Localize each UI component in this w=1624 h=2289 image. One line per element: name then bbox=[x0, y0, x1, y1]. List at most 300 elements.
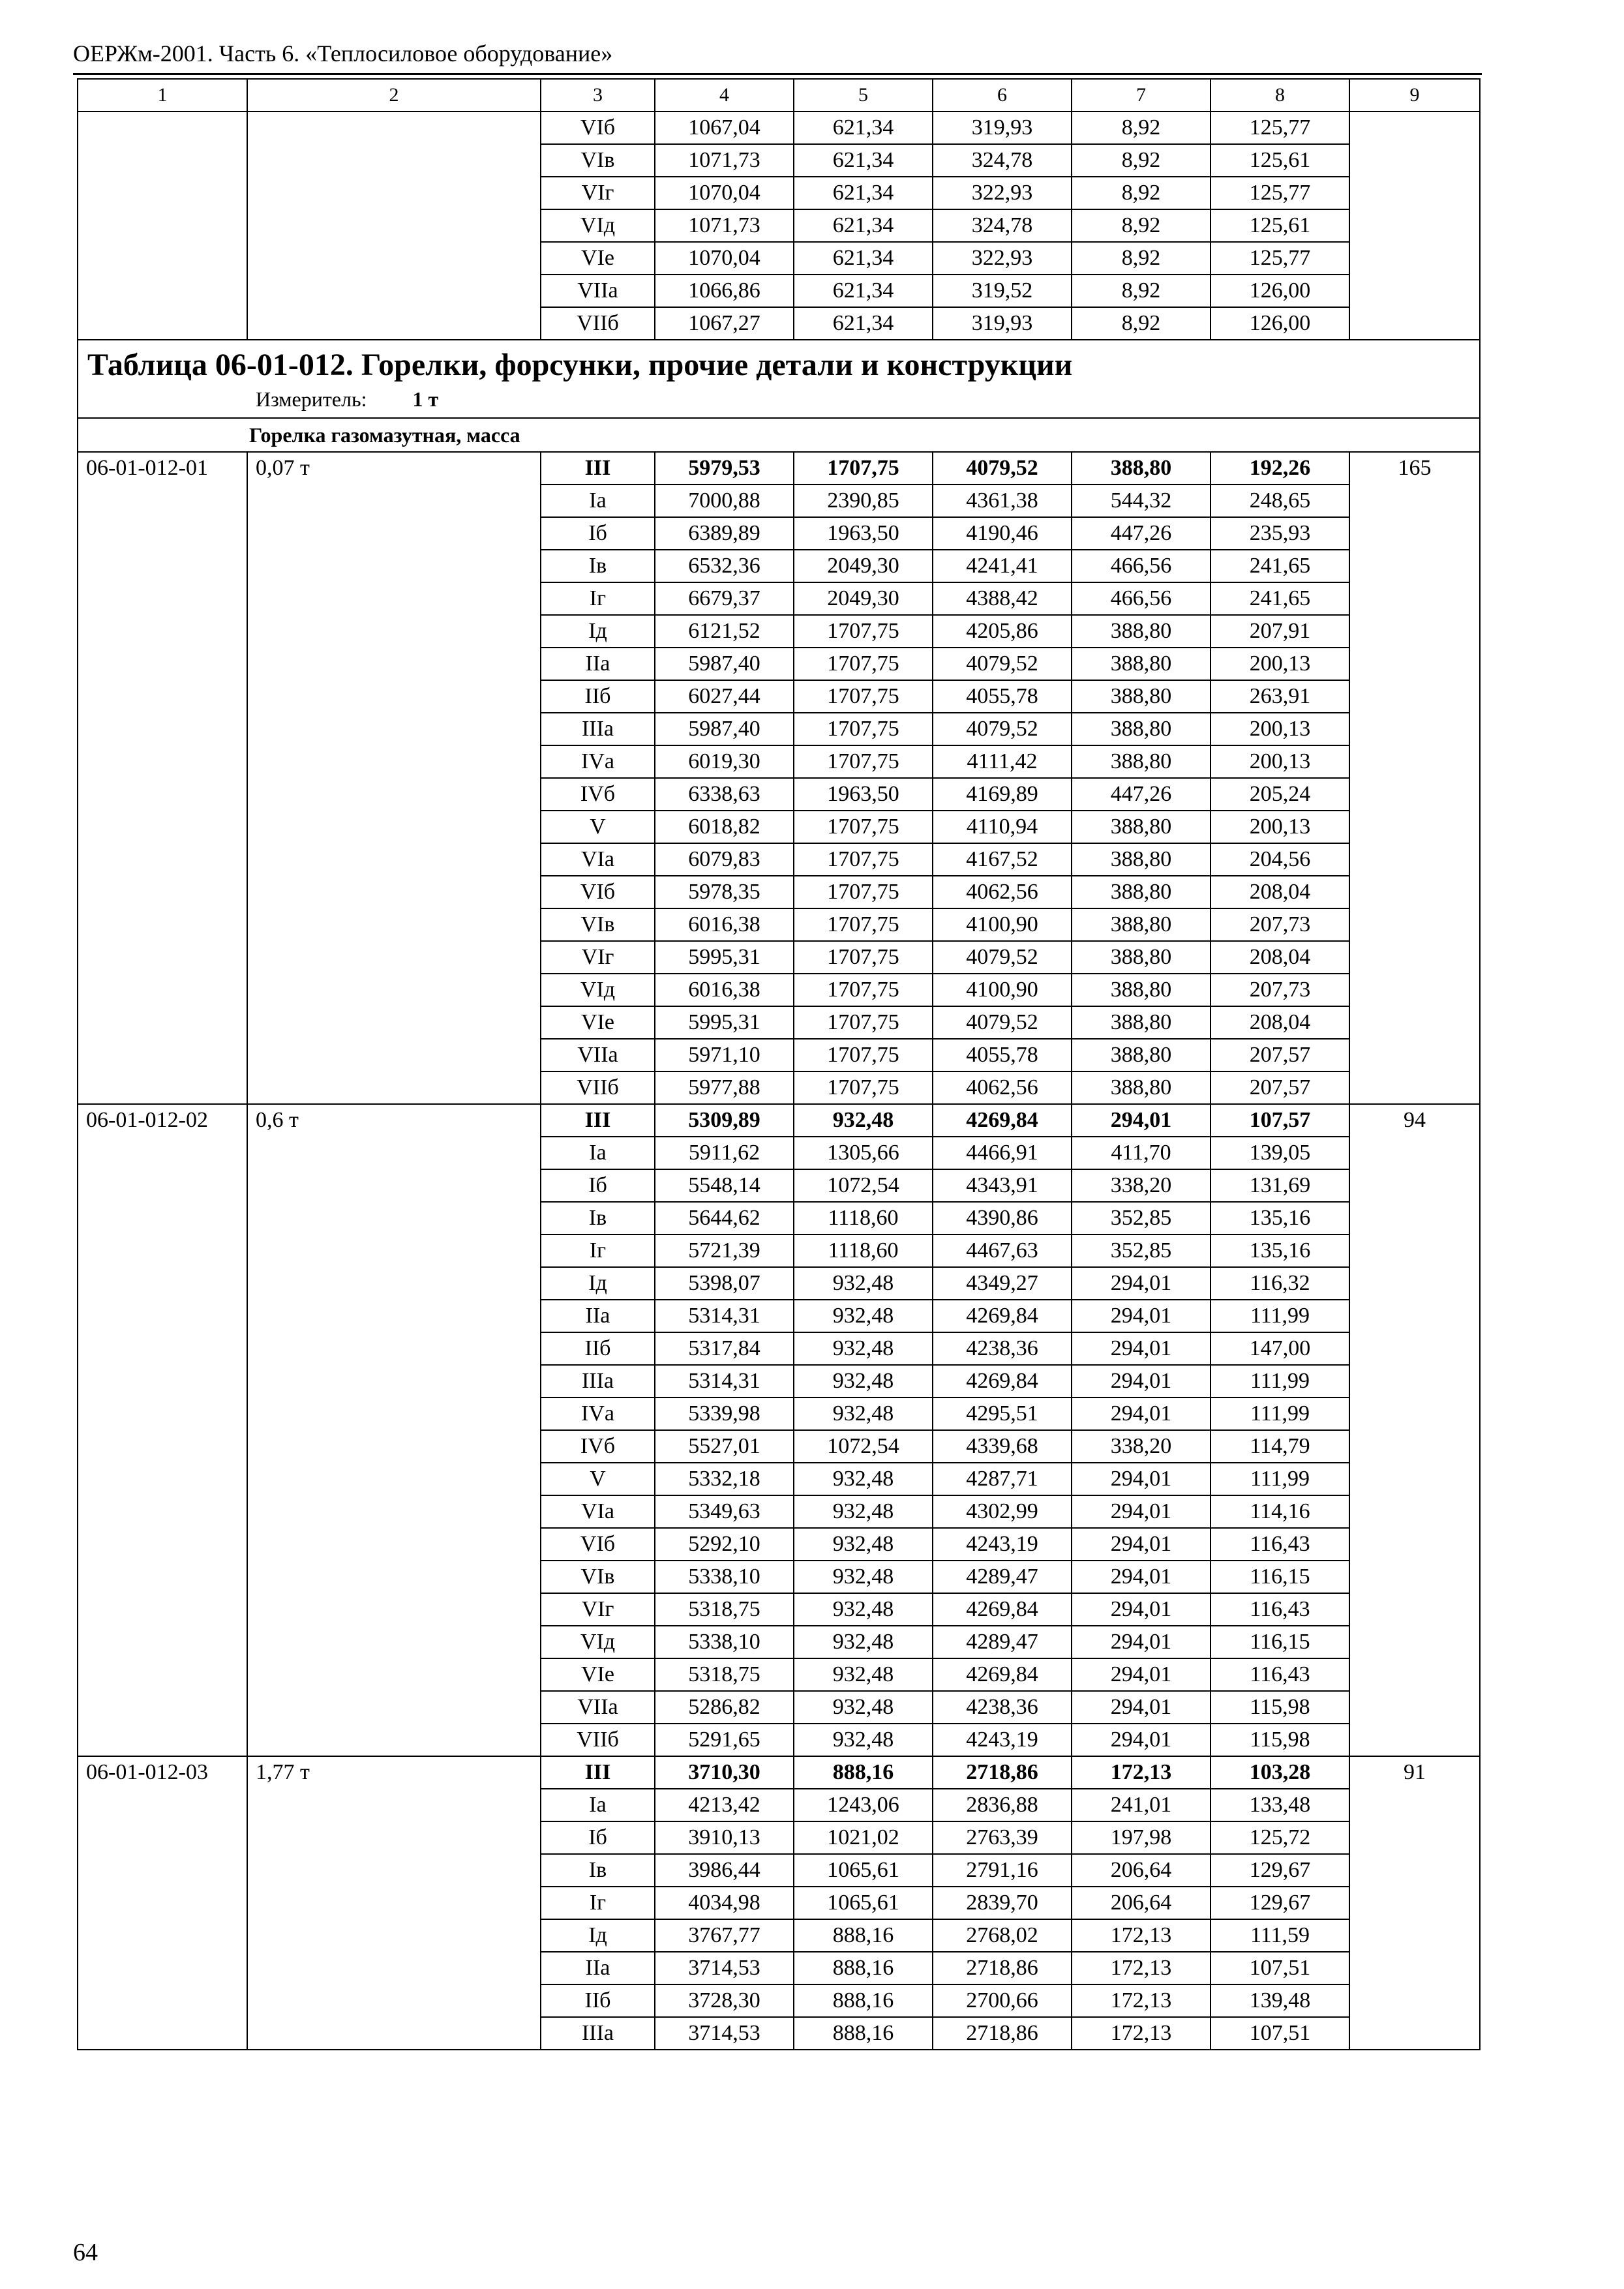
zone-cell: IVа bbox=[541, 1398, 655, 1430]
value-cell: 208,04 bbox=[1210, 1006, 1349, 1039]
zone-cell: V bbox=[541, 811, 655, 843]
value-cell: 116,43 bbox=[1210, 1528, 1349, 1561]
value-cell: 207,73 bbox=[1210, 974, 1349, 1006]
value-cell: 204,56 bbox=[1210, 843, 1349, 876]
value-cell: 1072,54 bbox=[794, 1169, 933, 1202]
zone-cell: VIе bbox=[541, 242, 655, 275]
value-cell: 2791,16 bbox=[933, 1854, 1072, 1887]
value-cell: 4100,90 bbox=[933, 908, 1072, 941]
value-cell: 4466,91 bbox=[933, 1137, 1072, 1169]
value-cell: 8,92 bbox=[1072, 177, 1210, 209]
value-cell: 1707,75 bbox=[794, 680, 933, 713]
value-cell: 294,01 bbox=[1072, 1463, 1210, 1495]
value-cell: 2718,86 bbox=[933, 1952, 1072, 1984]
value-cell: 388,80 bbox=[1072, 908, 1210, 941]
value-cell: 8,92 bbox=[1072, 144, 1210, 177]
value-cell: 294,01 bbox=[1072, 1528, 1210, 1561]
value-cell: 3910,13 bbox=[655, 1821, 794, 1854]
value-cell: 319,52 bbox=[933, 275, 1072, 307]
value-cell: 114,16 bbox=[1210, 1495, 1349, 1528]
value-cell: 115,98 bbox=[1210, 1724, 1349, 1756]
value-cell: 107,51 bbox=[1210, 2017, 1349, 2050]
value-cell: 447,26 bbox=[1072, 778, 1210, 811]
value-cell: 411,70 bbox=[1072, 1137, 1210, 1169]
zone-cell: III bbox=[541, 452, 655, 485]
value-cell: 206,64 bbox=[1072, 1854, 1210, 1887]
column-number: 8 bbox=[1210, 79, 1349, 112]
value-cell: 1065,61 bbox=[794, 1854, 933, 1887]
value-cell: 135,16 bbox=[1210, 1234, 1349, 1267]
table-row bbox=[78, 112, 1480, 144]
value-cell: 932,48 bbox=[794, 1561, 933, 1593]
value-cell: 5338,10 bbox=[655, 1626, 794, 1658]
value-cell: 322,93 bbox=[933, 177, 1072, 209]
value-cell: 5317,84 bbox=[655, 1332, 794, 1365]
value-cell: 125,77 bbox=[1210, 112, 1349, 144]
zone-cell: IIб bbox=[541, 1332, 655, 1365]
zone-cell: Iг bbox=[541, 1887, 655, 1919]
zone-cell: Iд bbox=[541, 1267, 655, 1300]
zone-cell: VIа bbox=[541, 843, 655, 876]
value-cell: 208,04 bbox=[1210, 941, 1349, 974]
value-cell: 1071,73 bbox=[655, 209, 794, 242]
value-cell: 125,72 bbox=[1210, 1821, 1349, 1854]
value-cell: 4079,52 bbox=[933, 648, 1072, 680]
value-cell: 294,01 bbox=[1072, 1593, 1210, 1626]
value-cell: 207,57 bbox=[1210, 1039, 1349, 1071]
value-cell: 4269,84 bbox=[933, 1300, 1072, 1332]
value-cell: 388,80 bbox=[1072, 843, 1210, 876]
zone-cell: VIв bbox=[541, 1561, 655, 1593]
value-cell: 932,48 bbox=[794, 1365, 933, 1398]
zone-cell: VIб bbox=[541, 112, 655, 144]
value-cell: 1707,75 bbox=[794, 1071, 933, 1104]
value-cell: 3728,30 bbox=[655, 1984, 794, 2017]
zone-cell: III bbox=[541, 1756, 655, 1789]
value-cell: 4361,38 bbox=[933, 485, 1072, 517]
value-cell: 241,65 bbox=[1210, 582, 1349, 615]
col9-cell bbox=[1349, 112, 1480, 340]
value-cell: 1067,04 bbox=[655, 112, 794, 144]
col9-cell: 165 bbox=[1349, 452, 1480, 1104]
value-cell: 5318,75 bbox=[655, 1658, 794, 1691]
value-cell: 129,67 bbox=[1210, 1887, 1349, 1919]
zone-cell: Iв bbox=[541, 1854, 655, 1887]
value-cell: 235,93 bbox=[1210, 517, 1349, 550]
zone-cell: Iб bbox=[541, 1169, 655, 1202]
value-cell: 1963,50 bbox=[794, 778, 933, 811]
value-cell: 388,80 bbox=[1072, 648, 1210, 680]
value-cell: 8,92 bbox=[1072, 275, 1210, 307]
value-cell: 4079,52 bbox=[933, 1006, 1072, 1039]
zone-cell: VIг bbox=[541, 941, 655, 974]
value-cell: 932,48 bbox=[794, 1267, 933, 1300]
value-cell: 932,48 bbox=[794, 1398, 933, 1430]
zone-cell: Iа bbox=[541, 1789, 655, 1821]
value-cell: 6338,63 bbox=[655, 778, 794, 811]
column-number: 2 bbox=[247, 79, 541, 112]
value-cell: 5721,39 bbox=[655, 1234, 794, 1267]
value-cell: 1707,75 bbox=[794, 1006, 933, 1039]
value-cell: 248,65 bbox=[1210, 485, 1349, 517]
value-cell: 5291,65 bbox=[655, 1724, 794, 1756]
value-cell: 621,34 bbox=[794, 275, 933, 307]
value-cell: 139,05 bbox=[1210, 1137, 1349, 1169]
code-cell: 06-01-012-01 bbox=[78, 452, 247, 1104]
value-cell: 8,92 bbox=[1072, 209, 1210, 242]
value-cell: 5292,10 bbox=[655, 1528, 794, 1561]
zone-cell: IVб bbox=[541, 778, 655, 811]
value-cell: 200,13 bbox=[1210, 713, 1349, 745]
value-cell: 1707,75 bbox=[794, 843, 933, 876]
value-cell: 4062,56 bbox=[933, 876, 1072, 908]
zone-cell: VIIа bbox=[541, 1039, 655, 1071]
value-cell: 294,01 bbox=[1072, 1398, 1210, 1430]
value-cell: 1707,75 bbox=[794, 745, 933, 778]
value-cell: 115,98 bbox=[1210, 1691, 1349, 1724]
value-cell: 294,01 bbox=[1072, 1561, 1210, 1593]
param-cell: 1,77 т bbox=[247, 1756, 541, 2050]
code-cell: 06-01-012-03 bbox=[78, 1756, 247, 2050]
value-cell: 466,56 bbox=[1072, 550, 1210, 582]
value-cell: 111,99 bbox=[1210, 1365, 1349, 1398]
zone-cell: Iд bbox=[541, 615, 655, 648]
value-cell: 125,61 bbox=[1210, 209, 1349, 242]
value-cell: 241,01 bbox=[1072, 1789, 1210, 1821]
value-cell: 1067,27 bbox=[655, 307, 794, 340]
table-title: Таблица 06-01-012. Горелки, форсунки, прочие детали и конструкции bbox=[87, 348, 1073, 382]
value-cell: 4190,46 bbox=[933, 517, 1072, 550]
zone-cell: Iд bbox=[541, 1919, 655, 1952]
value-cell: 4079,52 bbox=[933, 452, 1072, 485]
value-cell: 139,48 bbox=[1210, 1984, 1349, 2017]
value-cell: 4111,42 bbox=[933, 745, 1072, 778]
value-cell: 6389,89 bbox=[655, 517, 794, 550]
value-cell: 126,00 bbox=[1210, 307, 1349, 340]
value-cell: 1071,73 bbox=[655, 144, 794, 177]
zone-cell: IIб bbox=[541, 1984, 655, 2017]
value-cell: 4238,36 bbox=[933, 1691, 1072, 1724]
value-cell: 5349,63 bbox=[655, 1495, 794, 1528]
param-cell: 0,07 т bbox=[247, 452, 541, 1104]
zone-cell: VIIа bbox=[541, 1691, 655, 1724]
value-cell: 294,01 bbox=[1072, 1365, 1210, 1398]
value-cell: 621,34 bbox=[794, 144, 933, 177]
value-cell: 172,13 bbox=[1072, 1984, 1210, 2017]
value-cell: 544,32 bbox=[1072, 485, 1210, 517]
value-cell: 621,34 bbox=[794, 209, 933, 242]
column-number: 1 bbox=[78, 79, 247, 112]
value-cell: 2390,85 bbox=[794, 485, 933, 517]
value-cell: 1021,02 bbox=[794, 1821, 933, 1854]
value-cell: 2049,30 bbox=[794, 582, 933, 615]
value-cell: 4295,51 bbox=[933, 1398, 1072, 1430]
zone-cell: IIа bbox=[541, 1952, 655, 1984]
value-cell: 1070,04 bbox=[655, 242, 794, 275]
value-cell: 5971,10 bbox=[655, 1039, 794, 1071]
value-cell: 4243,19 bbox=[933, 1528, 1072, 1561]
value-cell: 111,99 bbox=[1210, 1300, 1349, 1332]
value-cell: 621,34 bbox=[794, 242, 933, 275]
value-cell: 447,26 bbox=[1072, 517, 1210, 550]
value-cell: 4167,52 bbox=[933, 843, 1072, 876]
value-cell: 8,92 bbox=[1072, 307, 1210, 340]
value-cell: 241,65 bbox=[1210, 550, 1349, 582]
value-cell: 4055,78 bbox=[933, 1039, 1072, 1071]
value-cell: 5548,14 bbox=[655, 1169, 794, 1202]
value-cell: 2700,66 bbox=[933, 1984, 1072, 2017]
value-cell: 4339,68 bbox=[933, 1430, 1072, 1463]
value-cell: 1707,75 bbox=[794, 615, 933, 648]
value-cell: 294,01 bbox=[1072, 1626, 1210, 1658]
value-cell: 8,92 bbox=[1072, 112, 1210, 144]
value-cell: 932,48 bbox=[794, 1300, 933, 1332]
header-rule bbox=[73, 73, 1482, 75]
table-row bbox=[78, 1104, 1480, 1137]
value-cell: 4289,47 bbox=[933, 1626, 1072, 1658]
value-cell: 5977,88 bbox=[655, 1071, 794, 1104]
value-cell: 1707,75 bbox=[794, 908, 933, 941]
value-cell: 4467,63 bbox=[933, 1234, 1072, 1267]
zone-cell: IVа bbox=[541, 745, 655, 778]
value-cell: 3986,44 bbox=[655, 1854, 794, 1887]
value-cell: 324,78 bbox=[933, 209, 1072, 242]
value-cell: 172,13 bbox=[1072, 2017, 1210, 2050]
value-cell: 4062,56 bbox=[933, 1071, 1072, 1104]
value-cell: 6532,36 bbox=[655, 550, 794, 582]
code-cell: 06-01-012-02 bbox=[78, 1104, 247, 1756]
zone-cell: Iг bbox=[541, 1234, 655, 1267]
value-cell: 5527,01 bbox=[655, 1430, 794, 1463]
value-cell: 111,99 bbox=[1210, 1398, 1349, 1430]
column-number-row bbox=[78, 79, 1480, 112]
value-cell: 2768,02 bbox=[933, 1919, 1072, 1952]
value-cell: 3714,53 bbox=[655, 1952, 794, 1984]
value-cell: 294,01 bbox=[1072, 1332, 1210, 1365]
value-cell: 263,91 bbox=[1210, 680, 1349, 713]
value-cell: 4390,86 bbox=[933, 1202, 1072, 1234]
value-cell: 205,24 bbox=[1210, 778, 1349, 811]
zone-cell: VIIб bbox=[541, 1724, 655, 1756]
value-cell: 5987,40 bbox=[655, 648, 794, 680]
value-cell: 4302,99 bbox=[933, 1495, 1072, 1528]
value-cell: 116,32 bbox=[1210, 1267, 1349, 1300]
zone-cell: Iг bbox=[541, 582, 655, 615]
value-cell: 932,48 bbox=[794, 1463, 933, 1495]
value-cell: 5978,35 bbox=[655, 876, 794, 908]
zone-cell: VIг bbox=[541, 1593, 655, 1626]
value-cell: 207,57 bbox=[1210, 1071, 1349, 1104]
value-cell: 5314,31 bbox=[655, 1300, 794, 1332]
value-cell: 1707,75 bbox=[794, 1039, 933, 1071]
value-cell: 116,15 bbox=[1210, 1626, 1349, 1658]
zone-cell: VIд bbox=[541, 209, 655, 242]
value-cell: 932,48 bbox=[794, 1528, 933, 1561]
value-cell: 388,80 bbox=[1072, 1071, 1210, 1104]
value-cell: 932,48 bbox=[794, 1104, 933, 1137]
page-header-title: ОЕРЖм-2001. Часть 6. «Теплосиловое оборудование» bbox=[73, 40, 613, 67]
value-cell: 338,20 bbox=[1072, 1430, 1210, 1463]
zone-cell: IIIа bbox=[541, 1365, 655, 1398]
value-cell: 1707,75 bbox=[794, 713, 933, 745]
zone-cell: VIа bbox=[541, 1495, 655, 1528]
zone-cell: IIа bbox=[541, 1300, 655, 1332]
value-cell: 2718,86 bbox=[933, 2017, 1072, 2050]
value-cell: 338,20 bbox=[1072, 1169, 1210, 1202]
zone-cell: IIIа bbox=[541, 713, 655, 745]
value-cell: 294,01 bbox=[1072, 1691, 1210, 1724]
value-cell: 932,48 bbox=[794, 1495, 933, 1528]
column-number: 9 bbox=[1349, 79, 1480, 112]
value-cell: 932,48 bbox=[794, 1691, 933, 1724]
value-cell: 111,59 bbox=[1210, 1919, 1349, 1952]
value-cell: 4269,84 bbox=[933, 1593, 1072, 1626]
value-cell: 207,91 bbox=[1210, 615, 1349, 648]
param-cell bbox=[247, 112, 541, 340]
value-cell: 129,67 bbox=[1210, 1854, 1349, 1887]
value-cell: 4213,42 bbox=[655, 1789, 794, 1821]
value-cell: 388,80 bbox=[1072, 713, 1210, 745]
value-cell: 125,77 bbox=[1210, 242, 1349, 275]
value-cell: 2839,70 bbox=[933, 1887, 1072, 1919]
group-title: Горелка газомазутная, масса bbox=[78, 418, 1480, 452]
value-cell: 294,01 bbox=[1072, 1658, 1210, 1691]
value-cell: 208,04 bbox=[1210, 876, 1349, 908]
zone-cell: IIб bbox=[541, 680, 655, 713]
value-cell: 1118,60 bbox=[794, 1202, 933, 1234]
value-cell: 4079,52 bbox=[933, 713, 1072, 745]
value-cell: 133,48 bbox=[1210, 1789, 1349, 1821]
value-cell: 135,16 bbox=[1210, 1202, 1349, 1234]
value-cell: 4241,41 bbox=[933, 550, 1072, 582]
value-cell: 932,48 bbox=[794, 1332, 933, 1365]
zone-cell: VIIб bbox=[541, 1071, 655, 1104]
zone-cell: Iа bbox=[541, 485, 655, 517]
group-title-row bbox=[78, 418, 1480, 452]
value-cell: 5314,31 bbox=[655, 1365, 794, 1398]
table-title-row bbox=[78, 340, 1480, 418]
value-cell: 388,80 bbox=[1072, 745, 1210, 778]
page-number: 64 bbox=[73, 2239, 98, 2266]
column-number: 7 bbox=[1072, 79, 1210, 112]
value-cell: 4349,27 bbox=[933, 1267, 1072, 1300]
column-number: 6 bbox=[933, 79, 1072, 112]
zone-cell: VIв bbox=[541, 144, 655, 177]
value-cell: 6016,38 bbox=[655, 908, 794, 941]
value-cell: 1707,75 bbox=[794, 974, 933, 1006]
zone-cell: Iа bbox=[541, 1137, 655, 1169]
value-cell: 932,48 bbox=[794, 1658, 933, 1691]
value-cell: 294,01 bbox=[1072, 1724, 1210, 1756]
value-cell: 621,34 bbox=[794, 112, 933, 144]
zone-cell: Iв bbox=[541, 1202, 655, 1234]
zone-cell: VIд bbox=[541, 974, 655, 1006]
value-cell: 5332,18 bbox=[655, 1463, 794, 1495]
value-cell: 5339,98 bbox=[655, 1398, 794, 1430]
value-cell: 4269,84 bbox=[933, 1104, 1072, 1137]
value-cell: 5286,82 bbox=[655, 1691, 794, 1724]
value-cell: 114,79 bbox=[1210, 1430, 1349, 1463]
zone-cell: VIд bbox=[541, 1626, 655, 1658]
zone-cell: VIIа bbox=[541, 275, 655, 307]
value-cell: 107,51 bbox=[1210, 1952, 1349, 1984]
code-cell bbox=[78, 112, 247, 340]
value-cell: 116,15 bbox=[1210, 1561, 1349, 1593]
value-cell: 388,80 bbox=[1072, 974, 1210, 1006]
value-cell: 1243,06 bbox=[794, 1789, 933, 1821]
value-cell: 5995,31 bbox=[655, 941, 794, 974]
value-cell: 1305,66 bbox=[794, 1137, 933, 1169]
zone-cell: IIа bbox=[541, 648, 655, 680]
value-cell: 4100,90 bbox=[933, 974, 1072, 1006]
value-cell: 6027,44 bbox=[655, 680, 794, 713]
column-number: 5 bbox=[794, 79, 933, 112]
measure-line bbox=[256, 386, 1470, 412]
value-cell: 111,99 bbox=[1210, 1463, 1349, 1495]
value-cell: 319,93 bbox=[933, 307, 1072, 340]
value-cell: 1707,75 bbox=[794, 811, 933, 843]
value-cell: 888,16 bbox=[794, 1952, 933, 1984]
column-number: 3 bbox=[541, 79, 655, 112]
value-cell: 1707,75 bbox=[794, 876, 933, 908]
value-cell: 4110,94 bbox=[933, 811, 1072, 843]
value-cell: 6121,52 bbox=[655, 615, 794, 648]
zone-cell: VIе bbox=[541, 1658, 655, 1691]
value-cell: 5338,10 bbox=[655, 1561, 794, 1593]
value-cell: 116,43 bbox=[1210, 1593, 1349, 1626]
measure-value: 1 т bbox=[412, 387, 439, 411]
column-number: 4 bbox=[655, 79, 794, 112]
value-cell: 388,80 bbox=[1072, 1039, 1210, 1071]
value-cell: 4055,78 bbox=[933, 680, 1072, 713]
value-cell: 4287,71 bbox=[933, 1463, 1072, 1495]
value-cell: 1707,75 bbox=[794, 452, 933, 485]
value-cell: 4269,84 bbox=[933, 1365, 1072, 1398]
value-cell: 1066,86 bbox=[655, 275, 794, 307]
value-cell: 116,43 bbox=[1210, 1658, 1349, 1691]
rates-table bbox=[77, 78, 1481, 2050]
col9-cell: 91 bbox=[1349, 1756, 1480, 2050]
zone-cell: Iб bbox=[541, 517, 655, 550]
value-cell: 4243,19 bbox=[933, 1724, 1072, 1756]
value-cell: 207,73 bbox=[1210, 908, 1349, 941]
value-cell: 1070,04 bbox=[655, 177, 794, 209]
value-cell: 131,69 bbox=[1210, 1169, 1349, 1202]
value-cell: 4238,36 bbox=[933, 1332, 1072, 1365]
value-cell: 388,80 bbox=[1072, 876, 1210, 908]
value-cell: 6016,38 bbox=[655, 974, 794, 1006]
table-row bbox=[78, 452, 1480, 485]
value-cell: 322,93 bbox=[933, 242, 1072, 275]
value-cell: 6018,82 bbox=[655, 811, 794, 843]
value-cell: 1963,50 bbox=[794, 517, 933, 550]
value-cell: 5309,89 bbox=[655, 1104, 794, 1137]
zone-cell: VIб bbox=[541, 876, 655, 908]
value-cell: 388,80 bbox=[1072, 941, 1210, 974]
value-cell: 1065,61 bbox=[794, 1887, 933, 1919]
value-cell: 172,13 bbox=[1072, 1952, 1210, 1984]
value-cell: 388,80 bbox=[1072, 811, 1210, 843]
value-cell: 294,01 bbox=[1072, 1300, 1210, 1332]
value-cell: 324,78 bbox=[933, 144, 1072, 177]
value-cell: 294,01 bbox=[1072, 1104, 1210, 1137]
value-cell: 4079,52 bbox=[933, 941, 1072, 974]
value-cell: 388,80 bbox=[1072, 615, 1210, 648]
value-cell: 4269,84 bbox=[933, 1658, 1072, 1691]
value-cell: 3710,30 bbox=[655, 1756, 794, 1789]
value-cell: 5987,40 bbox=[655, 713, 794, 745]
value-cell: 126,00 bbox=[1210, 275, 1349, 307]
